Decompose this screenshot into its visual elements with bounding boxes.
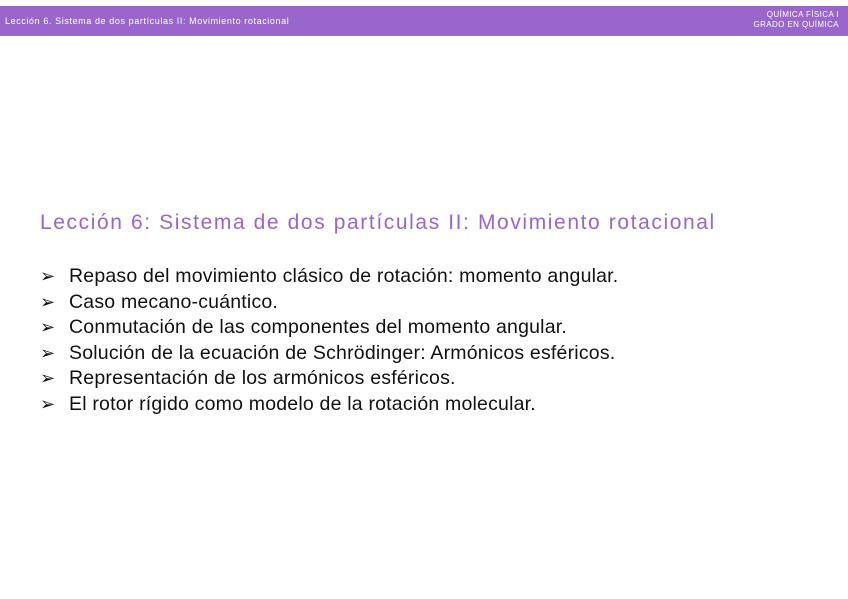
header-bar — [0, 6, 848, 36]
list-item-text: Caso mecano-cuántico. — [69, 290, 279, 313]
list-item — [40, 392, 618, 418]
list-item-text: Repaso del movimiento clásico de rotación: momento angular. — [69, 265, 619, 287]
topic-list — [40, 264, 618, 417]
header-degree-name: GRADO EN QUÍMICA — [753, 20, 839, 29]
list-item-text: Conmutación de las componentes del momento angular. — [69, 316, 567, 338]
slide-title: Lección 6: Sistema de dos partículas II: Movimiento rotacional — [40, 211, 716, 234]
arrow-bullet-icon: ➢ — [40, 368, 56, 388]
list-item — [40, 315, 618, 341]
header-course-info — [753, 10, 839, 30]
arrow-bullet-icon: ➢ — [40, 291, 56, 312]
list-item — [40, 264, 618, 290]
list-item-text: Solución de la ecuación de Schrödinger: Armónicos esféricos. — [69, 341, 616, 364]
arrow-bullet-icon: ➢ — [40, 393, 56, 414]
header-course-name: QUÍMICA FÍSICA I — [766, 10, 839, 19]
list-item — [40, 366, 618, 392]
arrow-bullet-icon: ➢ — [40, 317, 56, 337]
arrow-bullet-icon: ➢ — [40, 266, 56, 286]
list-item — [40, 290, 618, 316]
arrow-bullet-icon: ➢ — [40, 342, 56, 363]
header-lesson-title: Lección 6. Sistema de dos partículas II: Movimiento rotacional — [5, 16, 290, 26]
list-item — [40, 341, 618, 367]
list-item-text: Representación de los armónicos esféricos. — [69, 367, 456, 389]
list-item-text: El rotor rígido como modelo de la rotación molecular. — [69, 392, 536, 415]
